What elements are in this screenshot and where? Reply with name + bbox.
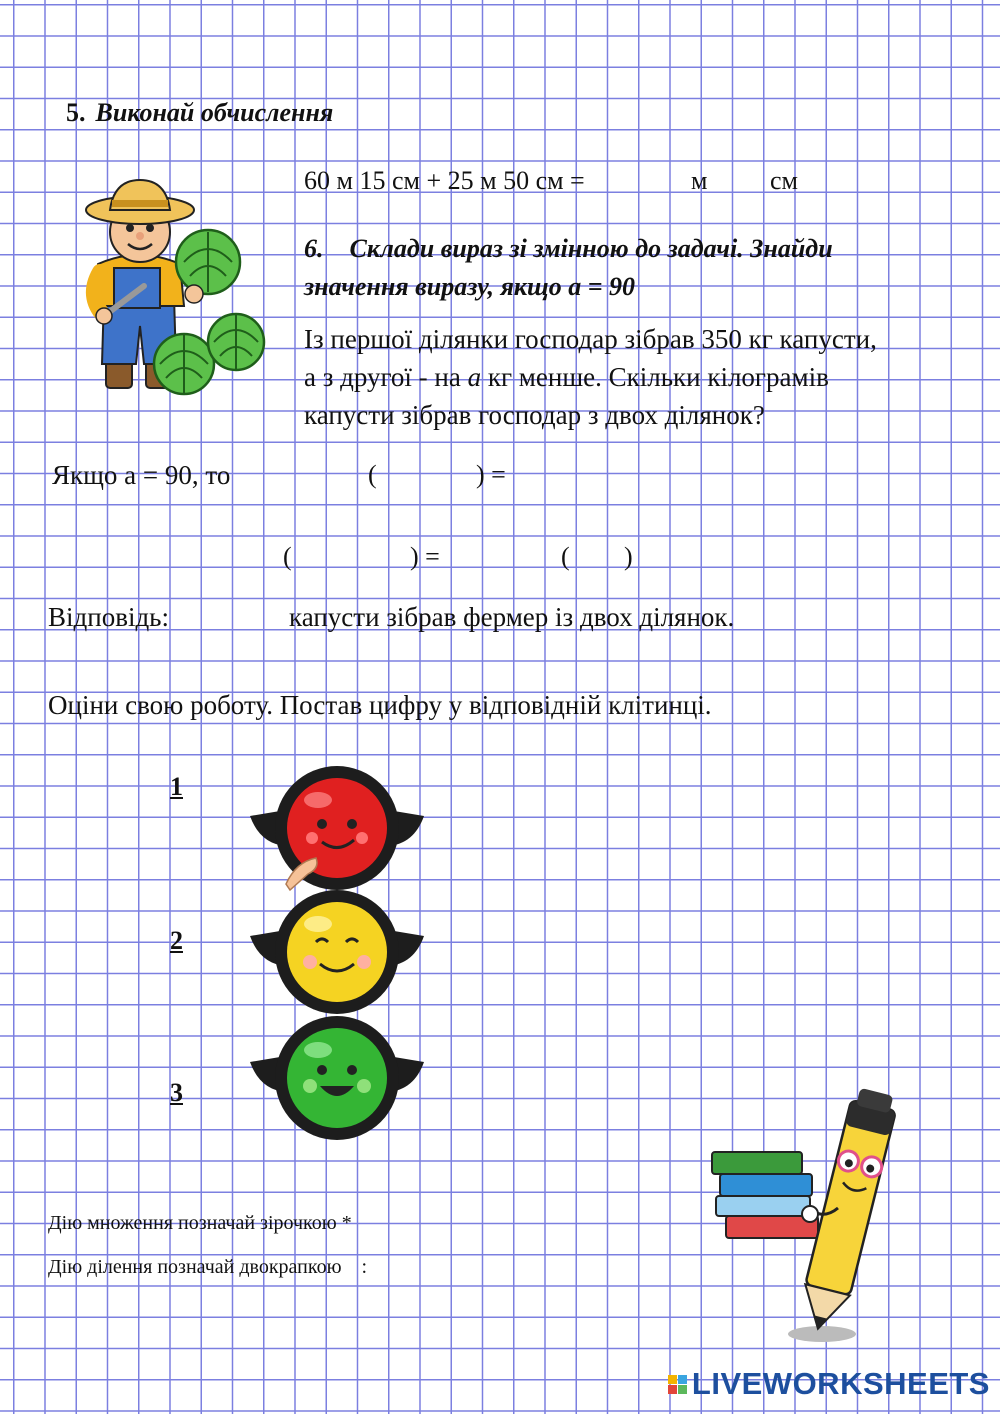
level-label-3[interactable]: 3: [170, 1078, 183, 1107]
pencil-with-books-illustration: [706, 1082, 916, 1348]
task6-title: [304, 230, 964, 306]
note-multiplication: Дію множення позначай зірочкою *: [48, 1212, 352, 1234]
task5-number: 5.: [66, 98, 86, 127]
expression-input-3[interactable]: [160, 538, 278, 576]
answer-label: Відповідь:: [48, 602, 169, 632]
expression-result-input-2[interactable]: [456, 538, 556, 576]
farmer-with-cabbage-illustration: [84, 176, 284, 398]
answer-input[interactable]: [188, 598, 284, 636]
problem-line2-start: а з другої - на: [304, 362, 468, 392]
yellow-light: [287, 902, 387, 1002]
expression-input-4[interactable]: [300, 538, 408, 576]
problem-variable: а: [467, 362, 482, 392]
note-division: Дію ділення позначай двокрапкою :: [48, 1256, 368, 1278]
liveworksheets-logo-text: LIVEWORKSHEETS: [691, 1366, 990, 1401]
expression-result-input-1[interactable]: [520, 456, 660, 494]
unit-input[interactable]: [576, 538, 624, 576]
task5-expression: 60 м 15 см + 25 м 50 см =: [304, 166, 585, 195]
solution-if-label: Якщо а = 90, то: [52, 460, 231, 490]
unit-meters: м: [691, 166, 708, 195]
task5-heading: [66, 98, 333, 128]
answer-field-meters[interactable]: [643, 160, 687, 198]
problem-line2: [304, 358, 984, 396]
problem-line3: капусти зібрав господар з двох ділянок?: [304, 400, 765, 430]
answer-text: капусти зібрав фермер із двох ділянок.: [289, 602, 735, 632]
task6-problem: [304, 320, 984, 434]
level-label-1[interactable]: 1: [170, 772, 183, 801]
green-light: [287, 1028, 387, 1128]
paren-close-eq-1: ) =: [476, 460, 506, 489]
paren-open-1: (: [368, 460, 377, 489]
problem-line2-end: кг менше. Скільки кілограмів: [481, 362, 829, 392]
paren-open-2: (: [283, 542, 292, 571]
paren-close-eq-2: ) =: [410, 542, 440, 571]
liveworksheets-logo-mark: [668, 1375, 687, 1394]
paren-open-3: (: [561, 542, 570, 571]
liveworksheets-logo: [668, 1366, 990, 1402]
problem-line1: Із першої ділянки господар зібрав 350 кг капусти,: [304, 324, 877, 354]
task6-title-line1: 6. Склади вираз зі змінною до задачі. Знайди: [304, 234, 833, 263]
task6-title-line2: значення виразу, якщо а = 90: [304, 272, 636, 301]
level-label-2[interactable]: 2: [170, 926, 183, 955]
answer-field-centimeters[interactable]: [726, 160, 768, 198]
paren-close-3: ): [624, 542, 633, 571]
self-assessment-instruction: Оціни свою роботу. Постав цифру у відповідній клітинці.: [48, 690, 712, 720]
expression-input-2[interactable]: [384, 456, 474, 494]
expression-input-1[interactable]: [255, 456, 363, 494]
task5-title: Виконай обчислення: [95, 98, 334, 127]
unit-centimeters: см: [770, 166, 798, 195]
traffic-light-illustration: [246, 766, 428, 1144]
